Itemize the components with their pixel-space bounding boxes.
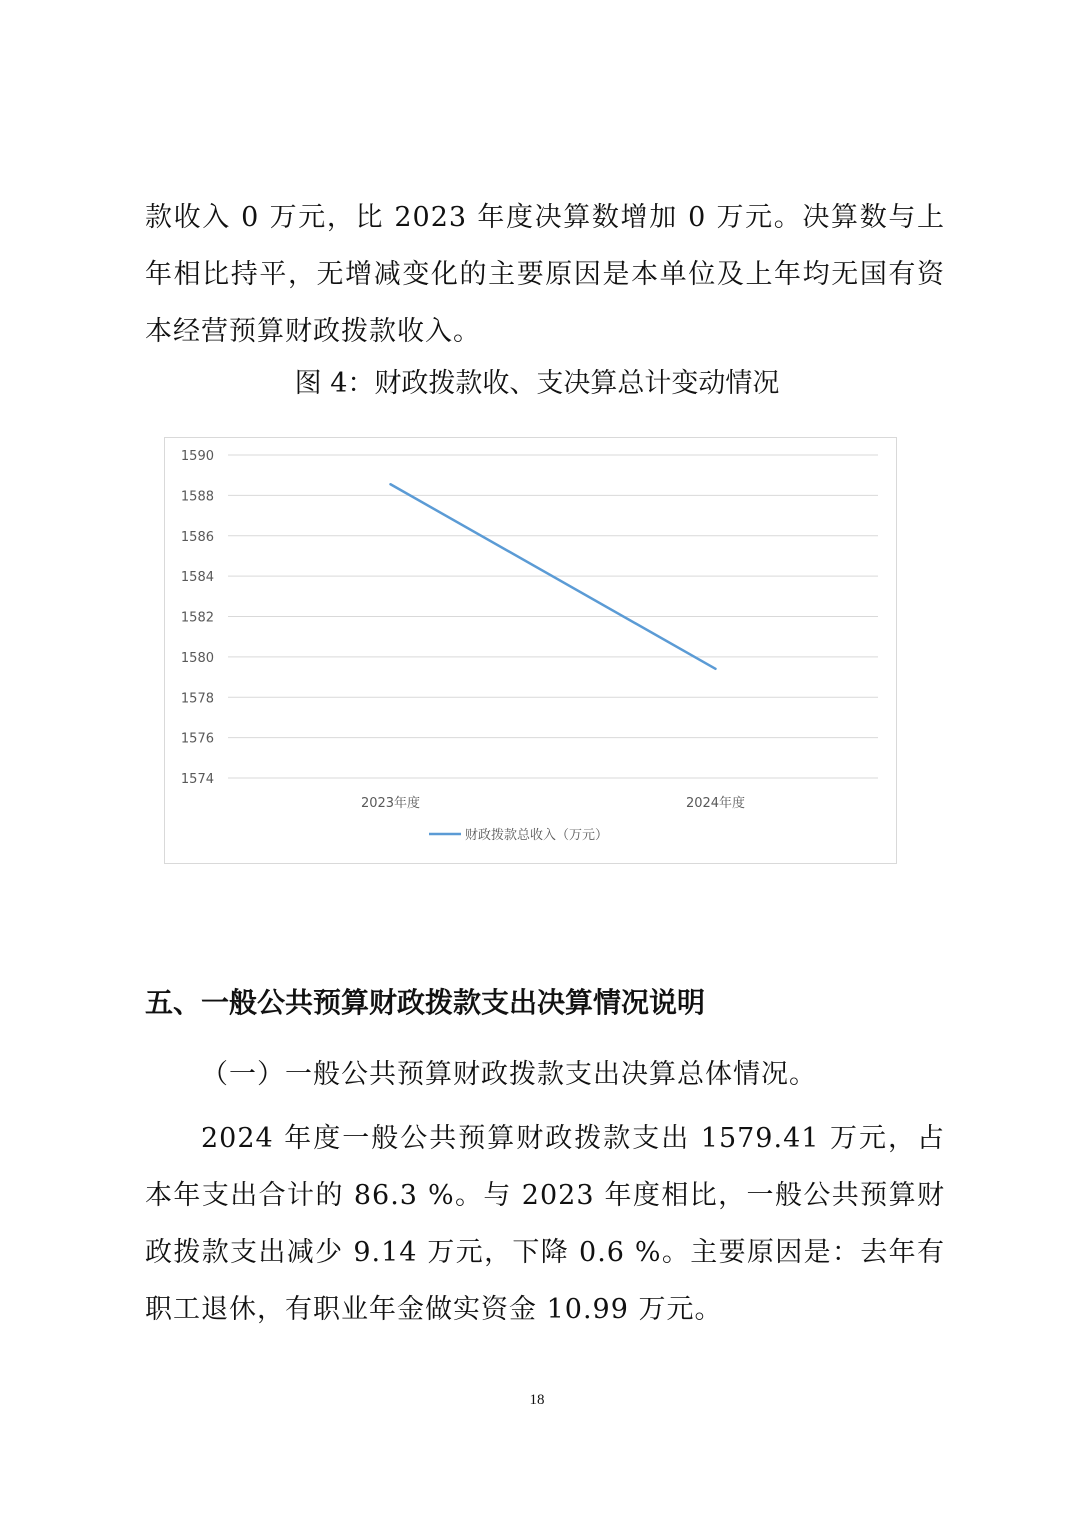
y-tick-label: 1588	[180, 489, 214, 505]
section-heading: 五、一般公共预算财政拨款支出决算情况说明	[145, 986, 706, 1019]
page-number: 18	[529, 1392, 545, 1408]
paragraph-expenditure: 2024 年度一般公共预算财政拨款支出 1579.41 万元，占本年支出合计的 86.3 %。与 2023 年度相比，一般公共预算财政拨款支出减少 9.14 万元，下降 0.6 %。主要原因是：去年有职工退休，有职业年金做实资金 10.99 万元。	[145, 1123, 945, 1325]
x-tick-label: 2024年度	[685, 796, 746, 811]
y-tick-label: 1576	[180, 731, 214, 747]
y-tick-label: 1582	[180, 610, 214, 626]
line-chart	[164, 437, 897, 864]
subsection-heading: （一）一般公共预算财政拨款支出决算总体情况。	[201, 1059, 817, 1090]
x-tick-label: 2023年度	[360, 796, 421, 811]
y-tick-label: 1586	[180, 529, 214, 545]
legend-label: 财政拨款总收入（万元）	[465, 828, 609, 843]
y-tick-label: 1580	[180, 650, 214, 666]
y-tick-label: 1584	[180, 570, 214, 586]
y-tick-label: 1578	[180, 691, 214, 707]
y-tick-label: 1574	[180, 772, 214, 787]
y-tick-label: 1590	[180, 449, 214, 464]
figure-caption: 图 4：财政拨款收、支决算总计变动情况	[294, 368, 780, 399]
paragraph-income-note: 款收入 0 万元，比 2023 年度决算数增加 0 万元。决算数与上年相比持平，无增减变化的主要原因是本单位及上年均无国有资本经营预算财政拨款收入。	[145, 202, 945, 347]
chart-svg	[165, 438, 898, 865]
